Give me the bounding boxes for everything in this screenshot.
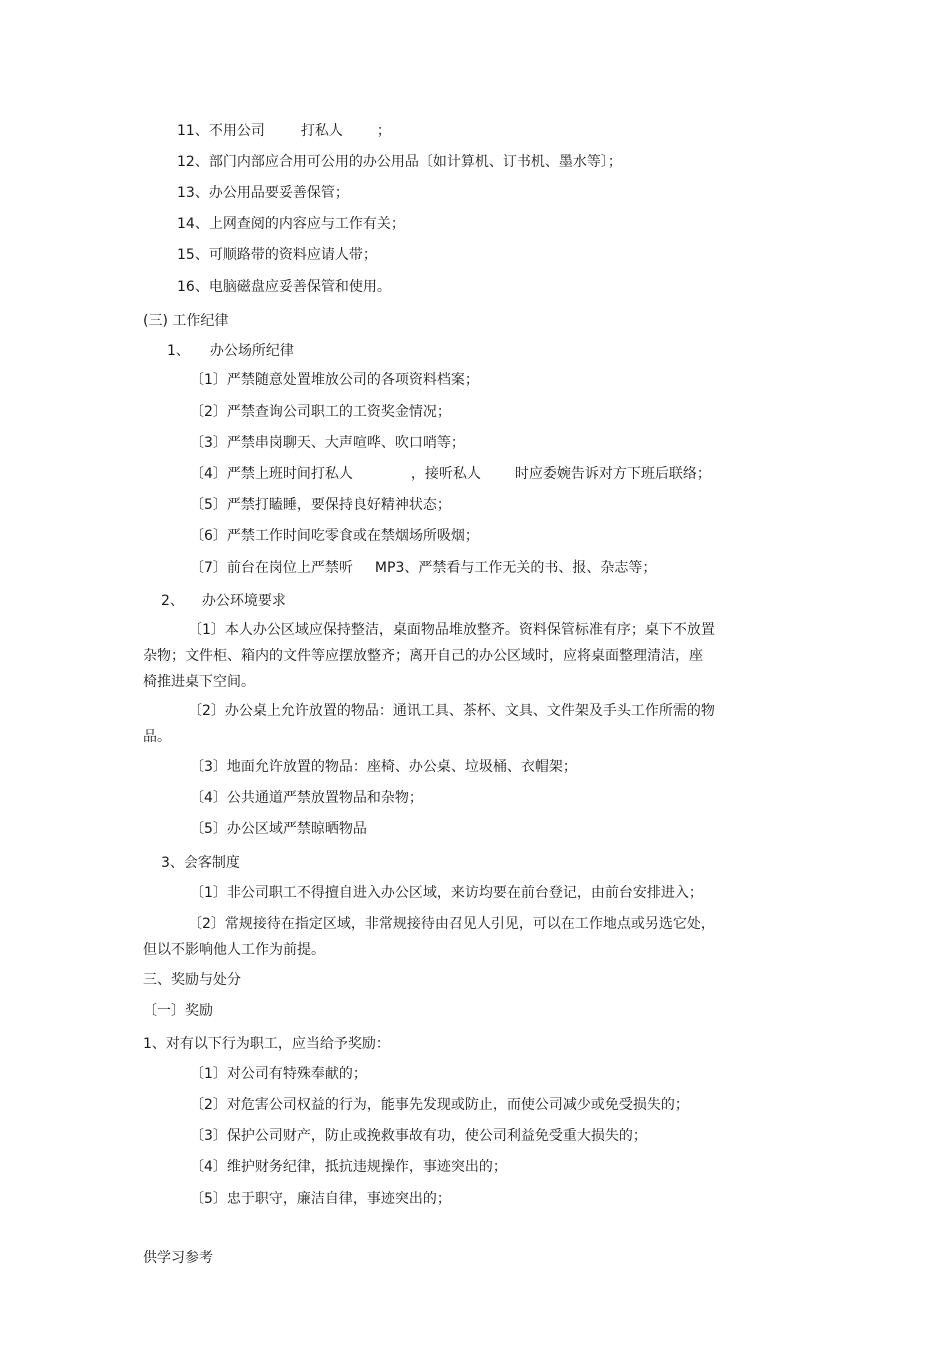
subsection-heading-reception: 3、会客制度 (161, 855, 240, 871)
item-text: 时应委婉告诉对方下班后联络； (514, 466, 711, 482)
subsection-number: 2、 (161, 593, 184, 609)
section-heading-rewards-penalties: 三、奖励与处分 (143, 972, 241, 988)
section-heading-work-discipline: (三) 工作纪律 (143, 313, 229, 329)
list-item: 〔2〕对危害公司权益的行为，能事先发现或防止，而使公司减少或免受损失的； (190, 1097, 689, 1113)
list-item: 〔3〕地面允许放置的物品：座椅、办公桌、垃圾桶、衣帽架； (190, 759, 577, 775)
subsection-heading-office-discipline (167, 341, 294, 361)
item-13 (177, 183, 349, 203)
page-footer: 供学习参考 (143, 1250, 213, 1266)
item-text: 部门内部应合用可公用的办公用品〔如计算机、订书机、墨水等〕； (208, 154, 622, 170)
paragraph-line: 〔1〕本人办公区域应保持整洁，桌面物品堆放整齐。资料保管标准有序；桌下不放置 (188, 622, 715, 638)
subsection-title: 办公环境要求 (201, 593, 286, 609)
list-item: 〔5〕严禁打瞌睡，要保持良好精神状态； (190, 497, 451, 513)
item-text: 可顺路带的资料应请人带； (208, 247, 377, 263)
item-text: ； (376, 123, 391, 139)
paragraph-line: 椅推进桌下空间。 (143, 674, 255, 690)
list-item: 〔1〕非公司职工不得擅自进入办公区域，来访均要在前台登记，由前台安排进入； (190, 885, 703, 901)
item-number: 13、 (177, 185, 209, 201)
paragraph-line: 杂物；文件柜、箱内的文件等应摆放整齐；离开自己的办公区域时，应将桌面整理清洁，座 (143, 648, 703, 664)
item-number: 12、 (177, 154, 209, 170)
item-15 (177, 245, 377, 265)
paragraph-environment-2 (143, 698, 753, 750)
item-text: 打私人 (300, 123, 343, 139)
paragraph-line: 但以不影响他人工作为前提。 (143, 942, 325, 958)
item-text: 〔7〕前台在岗位上严禁听 (190, 560, 353, 576)
item-text: ，接听私人 (410, 466, 481, 482)
subsection-title: 办公场所纪律 (209, 343, 294, 359)
item-text: 办公用品要妥善保管； (208, 185, 349, 201)
paragraph-line: 品。 (143, 729, 171, 745)
paragraph-line: 〔2〕常规接待在指定区域，非常规接待由召见人引见，可以在工作地点或另选它处， (188, 916, 715, 932)
list-item: 〔3〕保护公司财产，防止或挽救事故有功，使公司利益免受重大损失的； (190, 1128, 647, 1144)
subsection-number: 1、 (167, 343, 190, 359)
paragraph-reception-2 (143, 911, 753, 963)
list-item: 〔5〕忠于职守，廉洁自律，事迹突出的； (190, 1191, 451, 1207)
item-text: 上网查阅的内容应与工作有关； (208, 216, 405, 232)
list-item (190, 464, 711, 484)
subsection-heading-rewards: 〔一〕奖励 (143, 1003, 213, 1019)
list-item: 〔4〕维护财务纪律，抵抗违规操作，事迹突出的； (190, 1159, 507, 1175)
reward-intro: 1、对有以下行为职工，应当给予奖励： (143, 1036, 390, 1052)
item-11 (177, 121, 391, 141)
list-item: 〔1〕对公司有特殊奉献的； (190, 1066, 367, 1082)
list-item: 〔1〕严禁随意处置堆放公司的各项资料档案； (190, 372, 479, 388)
list-item (190, 558, 656, 578)
paragraph-line: 〔2〕办公桌上允许放置的物品：通讯工具、茶杯、文具、文件架及手头工作所需的物 (188, 703, 715, 719)
paragraph-environment-1 (143, 617, 753, 695)
item-number: 14、 (177, 216, 209, 232)
item-14 (177, 214, 405, 234)
item-text: 电脑磁盘应妥善保管和使用。 (208, 279, 391, 295)
item-text: 〔4〕严禁上班时间打私人 (190, 466, 353, 482)
item-number: 11、 (177, 123, 209, 139)
list-item: 〔3〕严禁串岗聊天、大声喧哗、吹口哨等； (190, 435, 465, 451)
item-12 (177, 152, 622, 172)
item-16 (177, 277, 391, 297)
list-item: 〔2〕严禁查询公司职工的工资奖金情况； (190, 404, 451, 420)
list-item: 〔4〕公共通道严禁放置物品和杂物； (190, 790, 423, 806)
item-number: 15、 (177, 247, 209, 263)
item-text: MP3、严禁看与工作无关的书、报、杂志等； (374, 560, 657, 576)
subsection-heading-office-environment (161, 591, 286, 611)
list-item: 〔5〕办公区域严禁晾晒物品 (190, 821, 367, 837)
list-item: 〔6〕严禁工作时间吃零食或在禁烟场所吸烟； (190, 528, 479, 544)
item-text: 不用公司 (208, 123, 265, 139)
item-number: 16、 (177, 279, 209, 295)
